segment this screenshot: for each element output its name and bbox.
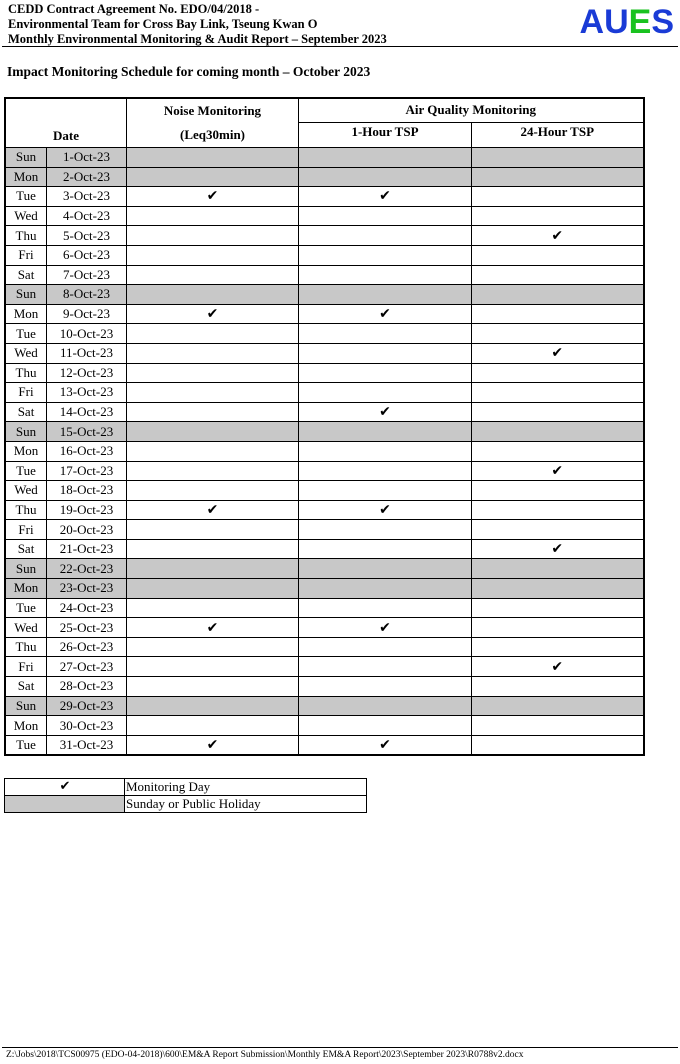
empty-cell [472,677,644,697]
row-date: 14-Oct-23 [47,402,127,422]
empty-cell [472,520,644,540]
row-date: 10-Oct-23 [47,324,127,344]
empty-cell [127,579,299,599]
row-day: Fri [5,520,47,540]
row-date: 20-Oct-23 [47,520,127,540]
empty-cell [299,539,472,559]
row-date: 25-Oct-23 [47,618,127,638]
row-date: 12-Oct-23 [47,363,127,383]
empty-cell [472,696,644,716]
row-date: 29-Oct-23 [47,696,127,716]
empty-cell [127,657,299,677]
row-date: 9-Oct-23 [47,304,127,324]
empty-cell [127,559,299,579]
check-icon: ✔ [5,779,125,796]
row-day: Thu [5,363,47,383]
empty-cell [472,206,644,226]
check-icon: ✔ [299,500,472,520]
check-icon: ✔ [472,539,644,559]
empty-cell [299,637,472,657]
row-date: 8-Oct-23 [47,285,127,305]
footer-file-path: Z:\Jobs\2018\TCS00975 (EDO-04-2018)\600\EM&A Report Submission\Monthly EM&A Report\2023\September 2023\R0788v2.docx [6,1050,524,1060]
header-air-quality: Air Quality Monitoring [299,98,644,122]
empty-cell [127,422,299,442]
row-day: Fri [5,383,47,403]
empty-cell [299,226,472,246]
row-day: Fri [5,245,47,265]
row-day: Tue [5,735,47,755]
empty-cell [299,324,472,344]
check-icon: ✔ [127,304,299,324]
header-contract-line: CEDD Contract Agreement No. EDO/04/2018 - [8,2,260,16]
header-1hr-tsp: 1-Hour TSP [299,122,472,147]
empty-cell [472,559,644,579]
empty-cell [299,481,472,501]
header-date: Date [5,98,127,148]
table-row [5,677,644,697]
check-icon: ✔ [472,461,644,481]
row-day: Sun [5,559,47,579]
row-day: Sun [5,696,47,716]
legend-holiday-label: Sunday or Public Holiday [125,796,367,813]
row-day: Mon [5,441,47,461]
empty-cell [299,148,472,168]
row-date: 7-Oct-23 [47,265,127,285]
table-row [5,559,644,579]
empty-cell [472,579,644,599]
empty-cell [472,500,644,520]
footer-divider [2,1047,678,1048]
row-date: 1-Oct-23 [47,148,127,168]
empty-cell [127,343,299,363]
row-date: 5-Oct-23 [47,226,127,246]
check-icon: ✔ [299,618,472,638]
row-date: 6-Oct-23 [47,245,127,265]
logo-letter: S [651,3,674,41]
empty-cell [127,716,299,736]
empty-cell [472,245,644,265]
table-row [5,226,644,246]
empty-cell [299,657,472,677]
header-report-line: Monthly Environmental Monitoring & Audit Report – September 2023 [8,32,387,46]
row-date: 28-Oct-23 [47,677,127,697]
empty-cell [472,148,644,168]
row-day: Wed [5,618,47,638]
row-day: Tue [5,461,47,481]
empty-cell [127,637,299,657]
row-date: 26-Oct-23 [47,637,127,657]
empty-cell [472,422,644,442]
table-row [5,696,644,716]
empty-cell [299,598,472,618]
empty-cell [299,343,472,363]
empty-cell [299,441,472,461]
row-date: 2-Oct-23 [47,167,127,187]
check-icon: ✔ [299,187,472,207]
table-row [5,343,644,363]
empty-cell [127,226,299,246]
row-date: 16-Oct-23 [47,441,127,461]
row-date: 18-Oct-23 [47,481,127,501]
row-day: Wed [5,206,47,226]
row-day: Sat [5,677,47,697]
empty-cell [299,265,472,285]
row-day: Mon [5,304,47,324]
legend-table [4,778,367,813]
logo-letter: E [628,3,652,41]
empty-cell [472,402,644,422]
row-day: Sat [5,539,47,559]
row-date: 11-Oct-23 [47,343,127,363]
empty-cell [299,167,472,187]
empty-cell [127,148,299,168]
check-icon: ✔ [127,735,299,755]
empty-cell [127,598,299,618]
empty-cell [472,304,644,324]
row-day: Tue [5,324,47,344]
empty-cell [472,637,644,657]
table-row [5,363,644,383]
row-day: Tue [5,598,47,618]
table-row [5,539,644,559]
holiday-swatch [5,796,125,813]
row-date: 3-Oct-23 [47,187,127,207]
logo-letter: U [604,3,629,41]
table-row [5,618,644,638]
check-icon: ✔ [472,657,644,677]
empty-cell [127,383,299,403]
empty-cell [299,285,472,305]
empty-cell [472,187,644,207]
table-row [5,716,644,736]
empty-cell [127,265,299,285]
table-row [5,657,644,677]
empty-cell [127,167,299,187]
table-row [5,735,644,755]
table-row [5,500,644,520]
empty-cell [127,324,299,344]
check-icon: ✔ [127,500,299,520]
row-day: Thu [5,500,47,520]
page-title: Impact Monitoring Schedule for coming month – October 2023 [7,64,371,79]
legend-row-holiday [5,796,367,813]
row-day: Sat [5,265,47,285]
empty-cell [299,696,472,716]
row-day: Mon [5,579,47,599]
table-row [5,167,644,187]
header-team-line: Environmental Team for Cross Bay Link, Tseung Kwan O [8,17,318,31]
header-noise [127,98,299,148]
row-day: Sun [5,148,47,168]
row-date: 21-Oct-23 [47,539,127,559]
row-date: 31-Oct-23 [47,735,127,755]
row-date: 13-Oct-23 [47,383,127,403]
table-row [5,245,644,265]
empty-cell [127,441,299,461]
table-row [5,422,644,442]
row-date: 30-Oct-23 [47,716,127,736]
row-day: Thu [5,226,47,246]
empty-cell [472,481,644,501]
header-24hr-tsp: 24-Hour TSP [472,122,644,147]
table-row [5,383,644,403]
row-date: 15-Oct-23 [47,422,127,442]
empty-cell [472,716,644,736]
empty-cell [127,461,299,481]
table-row [5,598,644,618]
empty-cell [472,441,644,461]
empty-cell [299,245,472,265]
table-row [5,441,644,461]
empty-cell [127,363,299,383]
check-icon: ✔ [299,402,472,422]
empty-cell [299,559,472,579]
empty-cell [127,245,299,265]
row-day: Sun [5,422,47,442]
table-row [5,187,644,207]
table-row [5,148,644,168]
header-divider [2,46,678,47]
table-row [5,324,644,344]
row-date: 19-Oct-23 [47,500,127,520]
empty-cell [127,539,299,559]
row-date: 22-Oct-23 [47,559,127,579]
check-icon: ✔ [127,187,299,207]
empty-cell [127,402,299,422]
empty-cell [299,716,472,736]
check-icon: ✔ [127,618,299,638]
logo-letter: A [579,3,605,41]
row-date: 4-Oct-23 [47,206,127,226]
row-date: 17-Oct-23 [47,461,127,481]
empty-cell [472,324,644,344]
row-day: Tue [5,187,47,207]
legend-monitoring-label: Monitoring Day [125,779,367,796]
empty-cell [472,285,644,305]
table-row [5,402,644,422]
empty-cell [299,383,472,403]
check-icon: ✔ [299,735,472,755]
table-row [5,579,644,599]
row-date: 23-Oct-23 [47,579,127,599]
monitoring-schedule-table [4,97,645,756]
header-noise-unit: (Leq30min) [180,127,245,142]
empty-cell [299,520,472,540]
row-day: Mon [5,716,47,736]
empty-cell [127,677,299,697]
row-date: 27-Oct-23 [47,657,127,677]
row-day: Mon [5,167,47,187]
empty-cell [472,383,644,403]
row-day: Wed [5,481,47,501]
empty-cell [127,481,299,501]
empty-cell [127,206,299,226]
row-date: 24-Oct-23 [47,598,127,618]
empty-cell [127,696,299,716]
empty-cell [472,167,644,187]
table-row [5,265,644,285]
row-day: Thu [5,637,47,657]
table-row [5,481,644,501]
empty-cell [472,265,644,285]
row-day: Fri [5,657,47,677]
aues-logo [580,3,675,41]
row-day: Sun [5,285,47,305]
check-icon: ✔ [472,226,644,246]
header-noise-title: Noise Monitoring [163,103,262,118]
empty-cell [127,285,299,305]
table-row [5,637,644,657]
empty-cell [472,363,644,383]
empty-cell [299,579,472,599]
table-row [5,285,644,305]
check-icon: ✔ [299,304,472,324]
empty-cell [299,363,472,383]
empty-cell [472,598,644,618]
empty-cell [299,206,472,226]
legend-row-monitoring [5,779,367,796]
empty-cell [299,677,472,697]
empty-cell [472,735,644,755]
empty-cell [299,461,472,481]
table-row [5,206,644,226]
row-day: Sat [5,402,47,422]
empty-cell [299,422,472,442]
row-day: Wed [5,343,47,363]
table-row [5,461,644,481]
page-header [8,2,678,46]
schedule-rows [5,148,644,756]
check-icon: ✔ [472,343,644,363]
empty-cell [472,618,644,638]
table-row [5,520,644,540]
table-row [5,304,644,324]
empty-cell [127,520,299,540]
